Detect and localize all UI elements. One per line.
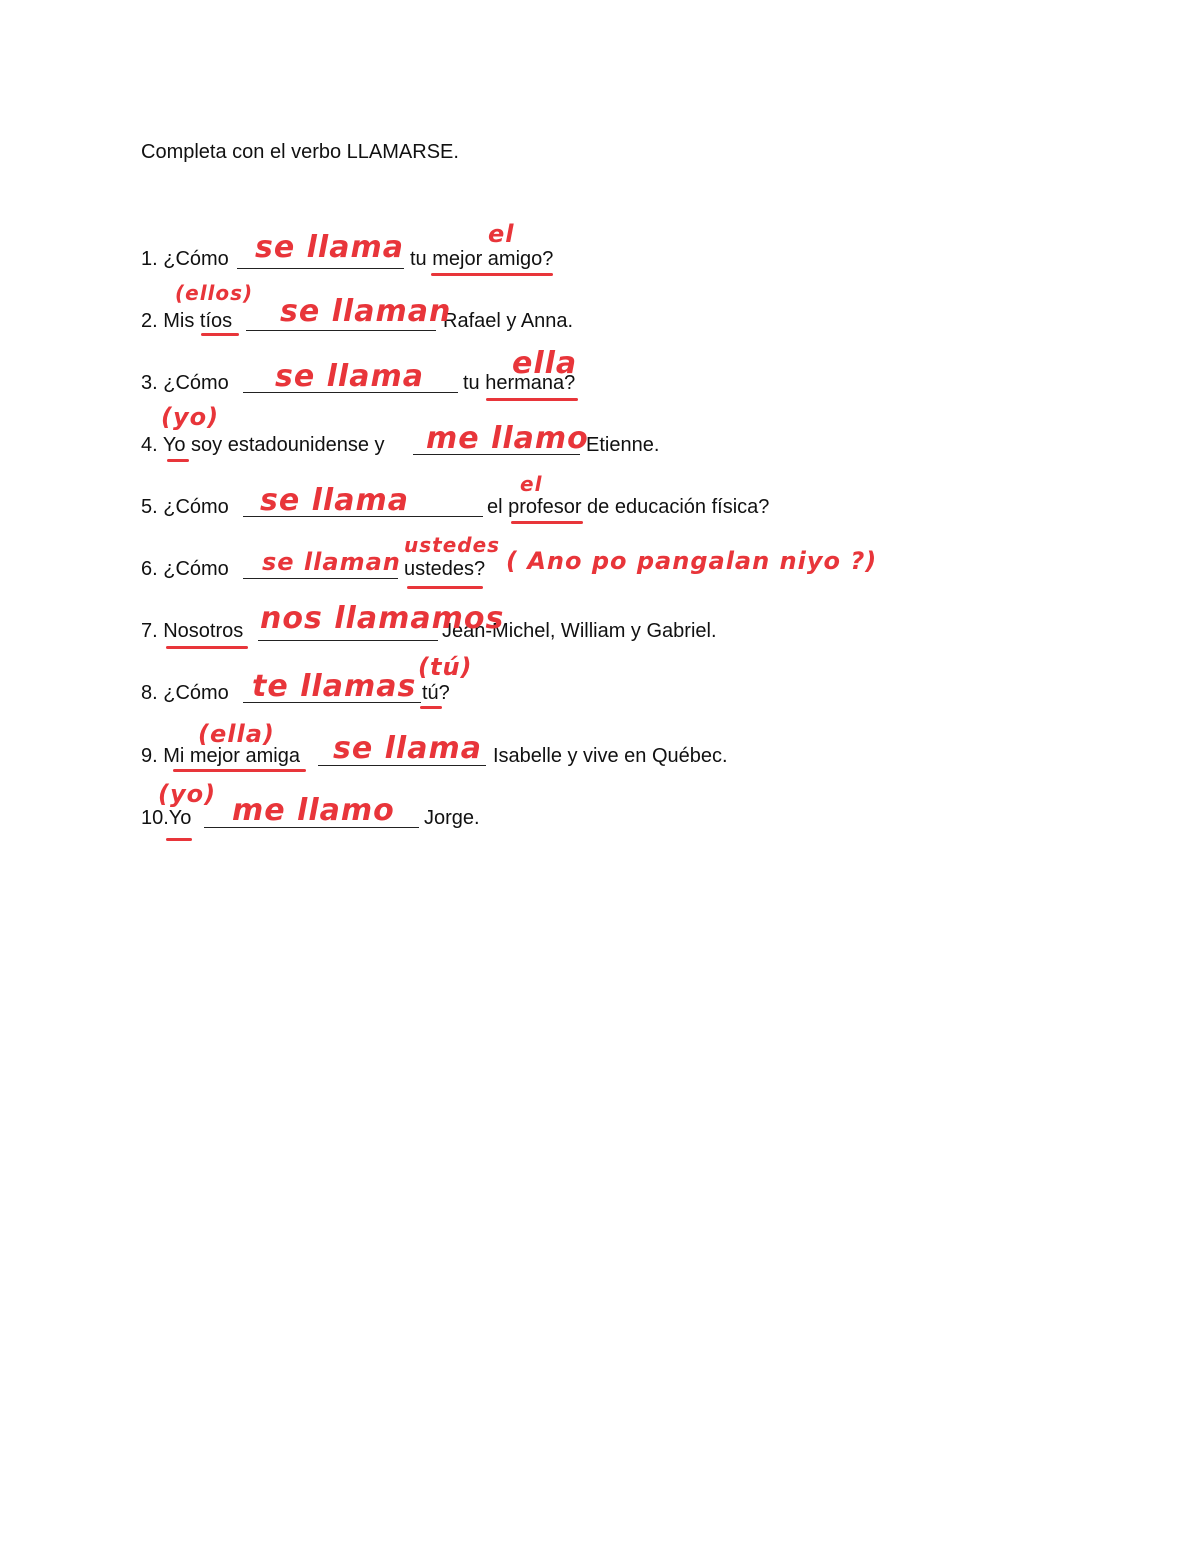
question-9-prompt: 9. Mi mejor amiga (141, 745, 300, 767)
question-3-answer: se llama (275, 359, 424, 394)
question-6-rest: ustedes? (404, 558, 486, 580)
question-1-rest: tu mejor amigo? (410, 248, 554, 270)
question-8-note: (tú) (418, 653, 473, 681)
question-2-note: (ellos) (175, 281, 254, 305)
question-6-answer: se llaman (262, 548, 401, 576)
question-2-prompt: 2. Mis tíos (141, 310, 233, 332)
question-6-prompt: 6. ¿Cómo (141, 558, 229, 580)
question-2-blank (246, 330, 436, 331)
worksheet-title: Completa con el verbo LLAMARSE. (141, 141, 459, 163)
question-7-prompt: 7. Nosotros (141, 620, 244, 642)
question-8-prompt: 8. ¿Cómo (141, 682, 229, 704)
question-4-underline-mark (167, 459, 189, 462)
question-5-note: el (520, 472, 543, 496)
question-5-prompt: 5. ¿Cómo (141, 496, 229, 518)
question-5-rest: el profesor de educación física? (487, 496, 770, 518)
question-5-answer: se llama (260, 483, 409, 518)
question-1-blank (237, 268, 404, 269)
question-10-answer: me llamo (232, 793, 395, 828)
question-7-blank (258, 640, 438, 641)
question-10-prompt: 10.Yo (141, 807, 192, 829)
question-6-underline-mark (407, 586, 483, 589)
question-2-underline-mark (201, 333, 239, 336)
question-4-answer: me llamo (426, 421, 589, 456)
question-4-rest: Etienne. (586, 434, 660, 456)
question-10-underline-mark (166, 838, 192, 841)
question-2-rest: Rafael y Anna. (443, 310, 574, 332)
question-9-answer: se llama (333, 731, 482, 766)
question-2-answer: se llaman (280, 294, 452, 329)
question-4-prompt: 4. Yo soy estadounidense y (141, 434, 385, 456)
question-7-answer: nos llamamos (260, 601, 505, 636)
question-6-translation-note: ( Ano po pangalan niyo ?) (506, 547, 878, 575)
question-5-underline-mark (511, 521, 583, 524)
question-8-rest: tú? (422, 682, 450, 704)
question-1-prompt: 1. ¿Cómo (141, 248, 229, 270)
question-3-rest: tu hermana? (463, 372, 576, 394)
question-1-note: el (488, 220, 515, 248)
question-6-blank (243, 578, 398, 579)
question-8-answer: te llamas (252, 669, 417, 704)
question-10-rest: Jorge. (424, 807, 480, 829)
question-3-underline-mark (486, 398, 578, 401)
question-7-rest: Jean-Michel, William y Gabriel. (442, 620, 717, 642)
question-3-prompt: 3. ¿Cómo (141, 372, 229, 394)
question-8-underline-mark (420, 706, 442, 709)
question-4-note: (yo) (161, 403, 220, 431)
question-9-underline-mark (173, 769, 306, 772)
question-6-note: ustedes (404, 533, 501, 557)
question-10-note: (yo) (158, 780, 217, 808)
question-9-rest: Isabelle y vive en Québec. (493, 745, 728, 767)
question-1-answer: se llama (255, 230, 404, 265)
question-3-note: ella (512, 346, 578, 381)
question-7-underline-mark (166, 646, 248, 649)
question-9-note: (ella) (198, 720, 275, 748)
question-1-underline-mark (431, 273, 553, 276)
